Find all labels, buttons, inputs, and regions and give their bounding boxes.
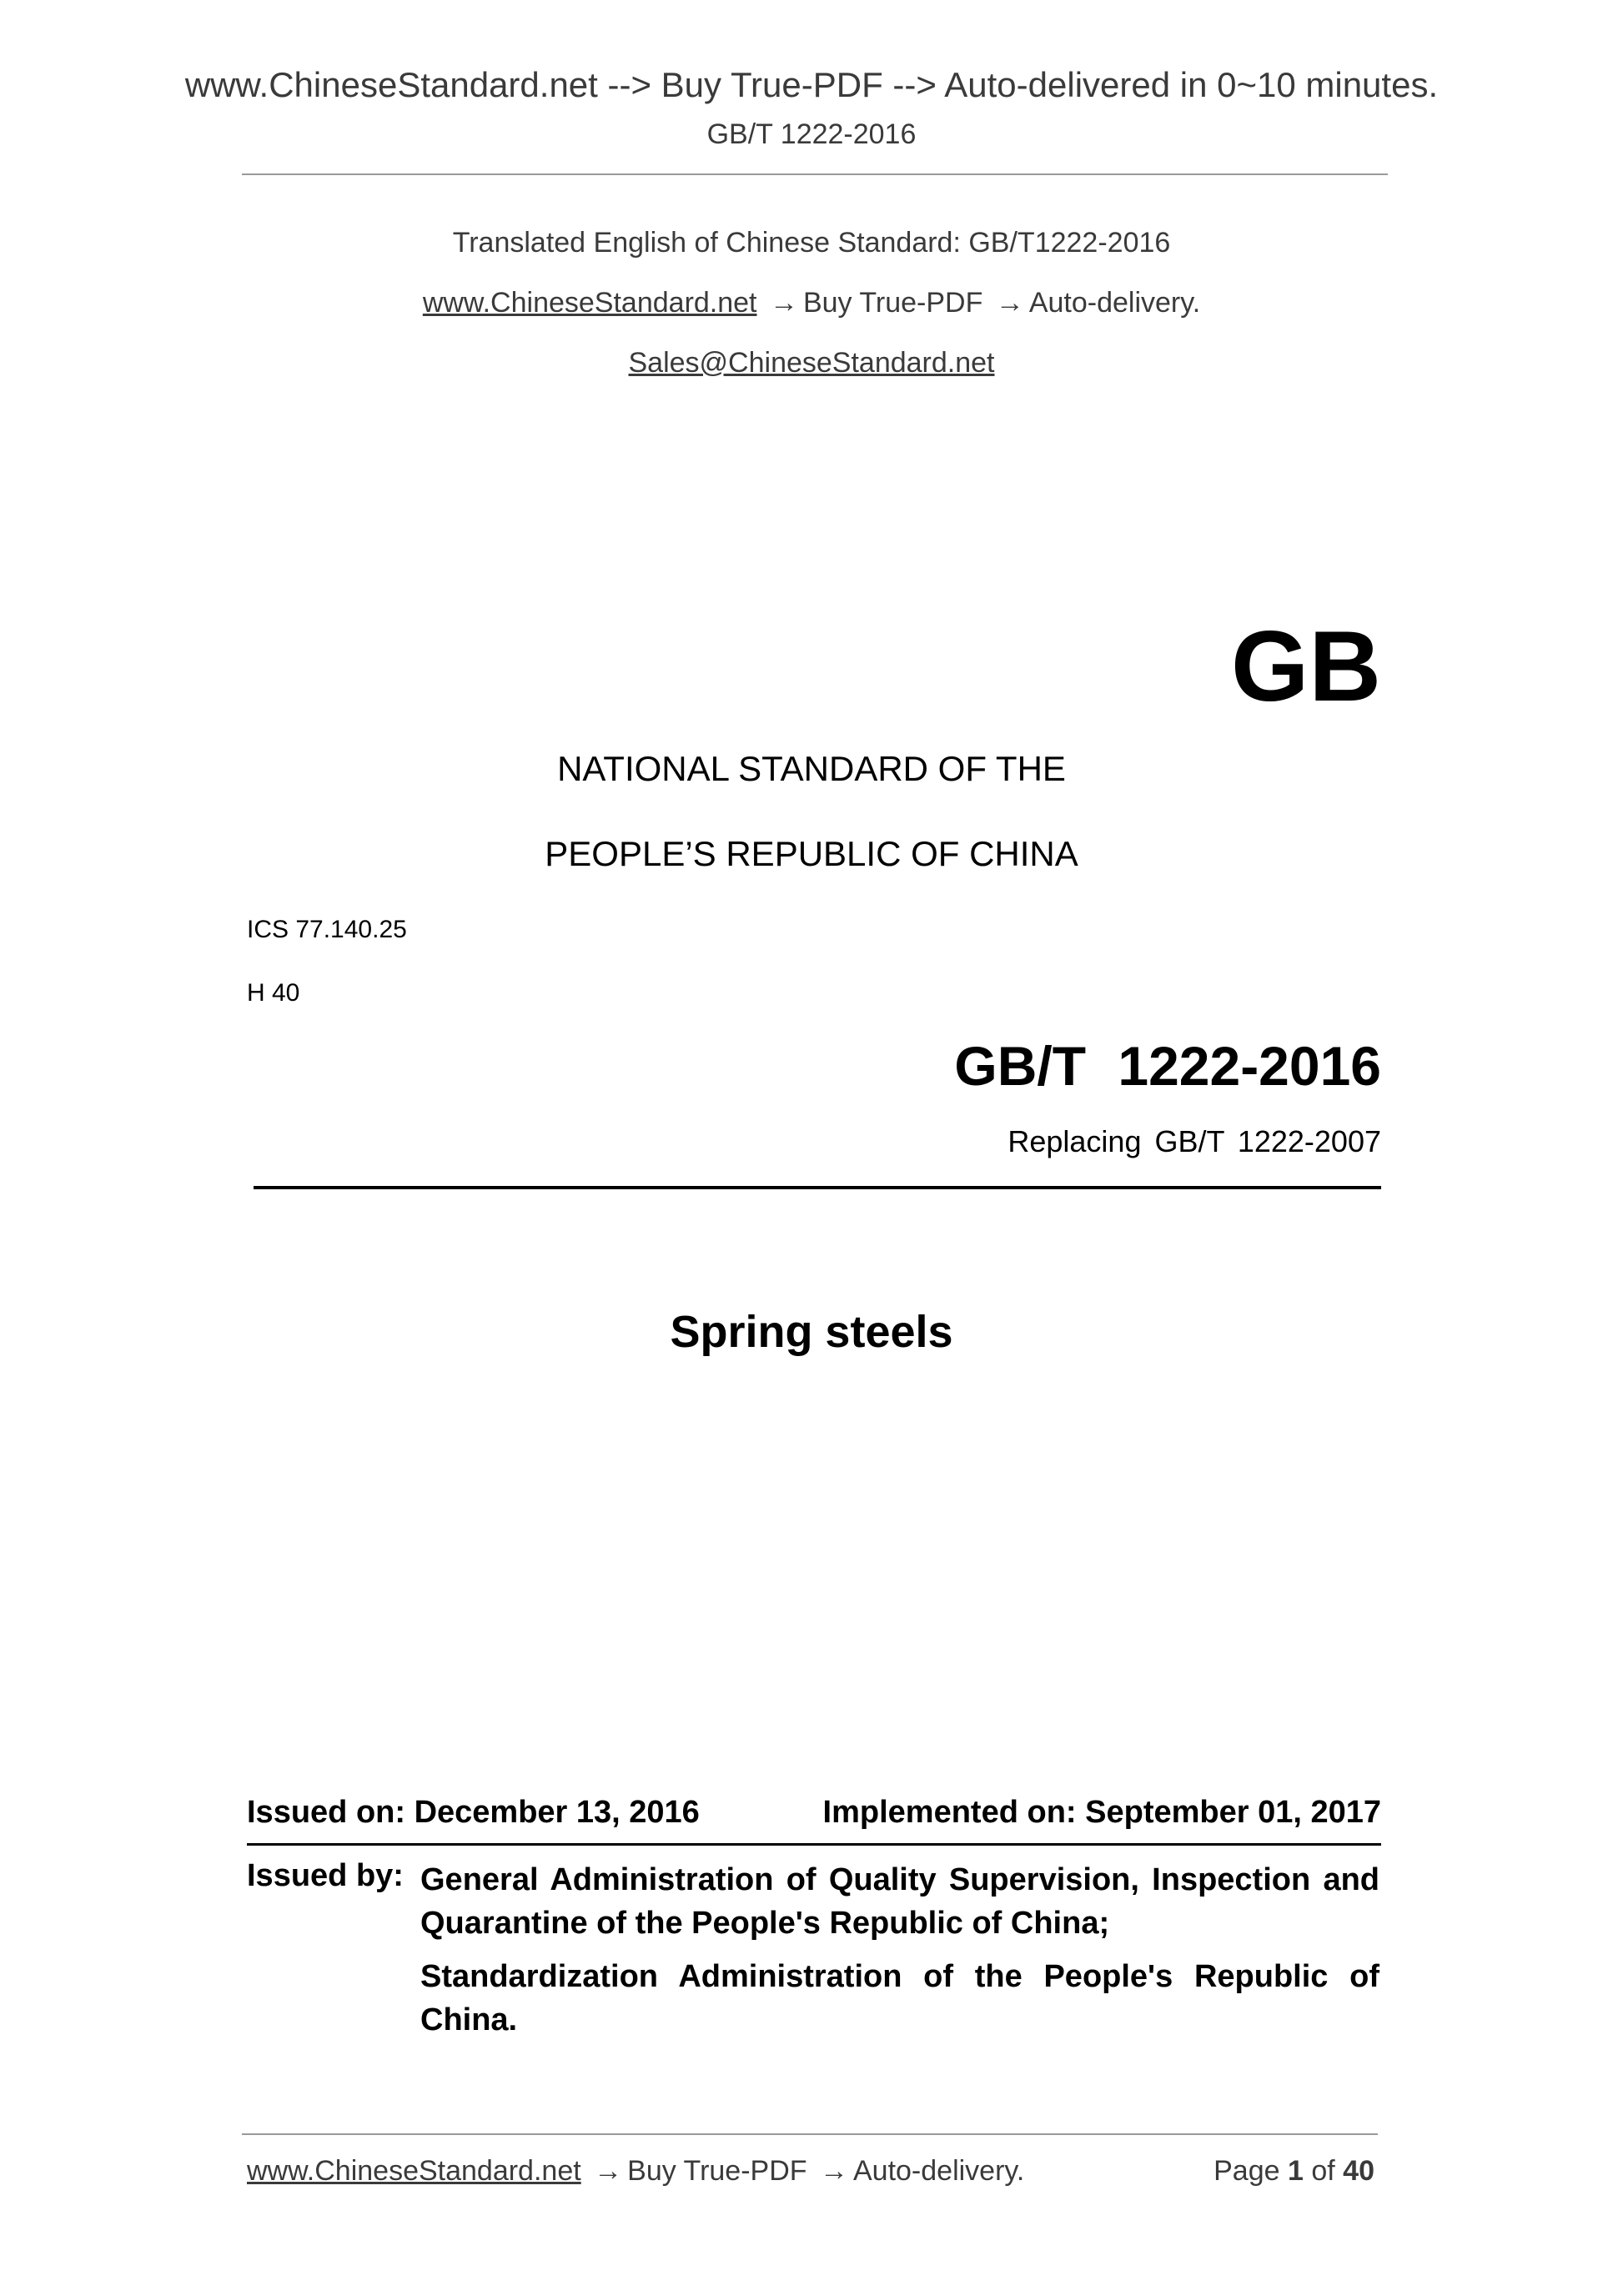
ics-code: ICS 77.140.25 [247,916,407,943]
header-standard-code: GB/T 1222-2016 [706,118,917,150]
header-divider [242,173,1388,175]
arrow-right-icon: → [819,2155,848,2187]
page-current: 1 [1287,2155,1304,2187]
page-indicator [1213,2155,1374,2188]
national-standard-line-1: NATIONAL STANDARD OF THE [557,749,1066,788]
gb-mark: GB [1231,610,1381,722]
email-link[interactable]: Sales@ChineseStandard.net [628,347,995,379]
page-of: of [1311,2155,1335,2187]
auto-delivery-text: Auto-delivery. [1028,287,1201,319]
implemented-on: Implemented on: September 01, 2017 [822,1795,1381,1830]
arrow-right-icon: → [769,287,798,319]
dates-divider [247,1843,1381,1846]
page-total: 40 [1343,2155,1374,2187]
email-line [0,347,1623,379]
code-divider [254,1186,1381,1189]
national-standard-line-2: PEOPLE’S REPUBLIC OF CHINA [545,834,1078,873]
issued-by-authority-2: Standardization Administration of the People's Republic of China. [420,1959,1379,2037]
ccs-code: H 40 [247,979,300,1007]
page-label: Page [1213,2155,1280,2187]
footer-site-link[interactable]: www.ChineseStandard.net [247,2155,581,2187]
replacing-note: Replacing GB/T 1222-2007 [1007,1124,1381,1158]
translated-notice: Translated English of Chinese Standard: GB/T1222-2016 [452,227,1171,259]
site-link[interactable]: www.ChineseStandard.net [422,287,757,319]
issued-by-authority-1: General Administration of Quality Supervision, Inspection and Quarantine of the People's Republic of China; [420,1862,1379,1941]
issued-by-label: Issued by: [247,1858,404,1893]
header-banner: www.ChineseStandard.net --> Buy True-PDF --> Auto-delivered in 0~10 minutes. [184,65,1439,104]
buy-text: Buy True-PDF [802,287,983,319]
document-title: Spring steels [670,1307,953,1357]
standard-code: GB/T 1222-2016 [954,1035,1381,1097]
footer-links [247,2155,1024,2188]
arrow-right-icon: → [594,2155,623,2187]
footer-divider [242,2133,1378,2135]
site-line [0,287,1623,319]
arrow-right-icon: → [995,287,1024,319]
issued-on: Issued on: December 13, 2016 [247,1795,700,1830]
footer-auto-text: Auto-delivery. [852,2155,1025,2187]
footer-buy-text: Buy True-PDF [627,2155,807,2187]
